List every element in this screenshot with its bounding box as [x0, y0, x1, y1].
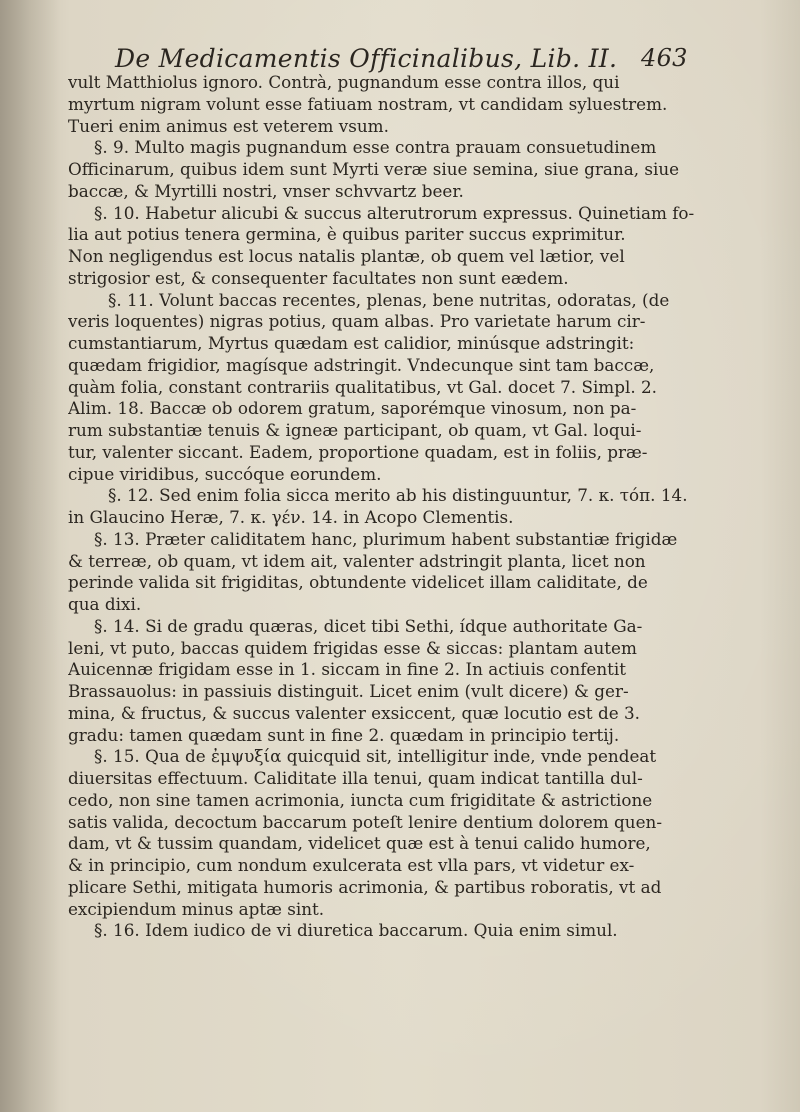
text-line: leni, vt puto, baccas quidem frigidas esse & siccas: plantam autem [68, 637, 637, 658]
text-line: rum substantiæ tenuis & igneæ participant, ob quam, vt Gal. loqui- [68, 420, 642, 440]
running-title: De Medicamentis Officinalibus, Lib. II. [115, 44, 618, 73]
text-line: mina, & fructus, & succus valenter exsiccent, quæ locutio est de 3. [68, 702, 641, 723]
text-line: Tueri enim animus est veterem vsum. [68, 115, 389, 136]
text-line: baccæ, & Myrtilli nostri, vnser schvvartz beer. [68, 180, 464, 201]
text-line: qua dixi. [68, 594, 142, 614]
text-line: in Glaucino Heræ, 7. κ. γέν. 14. in Acopo Clementis. [68, 507, 514, 527]
text-line: & terreæ, ob quam, vt idem ait, valenter adstringit planta, licet non [68, 550, 646, 571]
text-line: veris loquentes) nigras potius, quam albas. Pro varietate harum cir- [68, 311, 646, 332]
text-line: strigosior est, & consequenter facultates non sunt eædem. [68, 267, 569, 288]
text-line: & in principio, cum nondum exulcerata est vlla pars, vt videtur ex- [68, 855, 635, 875]
text-line: tur, valenter siccant. Eadem, proportione quadam, est in foliis, præ- [68, 441, 648, 462]
text-line: satis valida, decoctum baccarum poteſt lenire dentium dolorem quen- [68, 811, 662, 832]
body-text [68, 72, 780, 942]
text-line: lia aut potius tenera germina, è quibus pariter succus exprimitur. [68, 224, 626, 245]
text-line: §. 14. Si de gradu quæras, dicet tibi Sethi, ídque authoritate Ga- [94, 615, 643, 636]
text-line: Officinarum, quibus idem sunt Myrti veræ siue semina, siue grana, siue [68, 159, 680, 179]
text-line: Brassauolus: in passiuis distinguit. Licet enim (vult dicere) & ger- [68, 681, 629, 701]
text-line: excipiendum minus aptæ sint. [68, 898, 325, 919]
text-line: cumstantiarum, Myrtus quædam est calidior, minúsque adstringit: [68, 333, 635, 353]
text-line: Alim. 18. Baccæ ob odorem gratum, saporémque vinosum, non pa- [68, 398, 637, 419]
text-line: myrtum nigram volunt esse fatiuam nostram, vt candidam syluestrem. [68, 93, 668, 114]
text-line: vult Matthiolus ignoro. Contrà, pugnandum esse contra illos, qui [68, 72, 620, 92]
text-line: plicare Sethi, mitigata humoris acrimonia, & partibus roboratis, vt ad [68, 876, 662, 897]
text-line: Non negligendus est locus natalis plantæ, ob quem vel lætior, vel [68, 246, 625, 266]
text-line: perinde valida sit frigiditas, obtundente videlicet illam caliditate, de [68, 572, 648, 593]
page-number: 463 [641, 44, 688, 72]
text-line: diuersitas effectuum. Caliditate illa tenui, quam indicat tantilla dul- [68, 768, 643, 788]
text-line: §. 13. Præter caliditatem hanc, plurimum habent substantiæ frigidæ [94, 528, 678, 549]
text-line: §. 10. Habetur alicubi & succus alterutrorum expressus. Quinetiam fo- [94, 202, 695, 223]
text-line: gradu: tamen quædam sunt in fine 2. quædam in principio tertij. [68, 724, 620, 745]
binding-gutter [0, 0, 60, 1112]
text-line: §. 11. Volunt baccas recentes, plenas, bene nutritas, odoratas, (de [108, 289, 670, 310]
text-line: §. 16. Idem iudico de vi diuretica baccarum. Quia enim simul. [94, 920, 618, 941]
text-line: cedo, non sine tamen acrimonia, iuncta cum frigiditate & astrictione [68, 789, 653, 810]
text-line: quàm folia, constant contrariis qualitatibus, vt Gal. docet 7. Simpl. 2. [68, 376, 658, 397]
text-line: cipue viridibus, succóque eorundem. [68, 463, 382, 484]
text-line: §. 12. Sed enim folia sicca merito ab his distinguuntur, 7. κ. τόπ. 14. [108, 485, 688, 506]
text-line: quædam frigidior, magísque adstringit. Vndecunque sint tam baccæ, [68, 354, 655, 375]
text-line: dam, vt & tussim quandam, videlicet quæ est à tenui calido humore, [68, 833, 651, 854]
text-line: §. 15. Qua de ἐμψυξία quicquid sit, intelligitur inde, vnde pendeat [94, 746, 657, 767]
text-line: Auicennæ frigidam esse in 1. siccam in fine 2. In actiuis confentit [68, 659, 626, 680]
text-line: §. 9. Multo magis pugnandum esse contra prauam consuetudinem [94, 137, 657, 158]
